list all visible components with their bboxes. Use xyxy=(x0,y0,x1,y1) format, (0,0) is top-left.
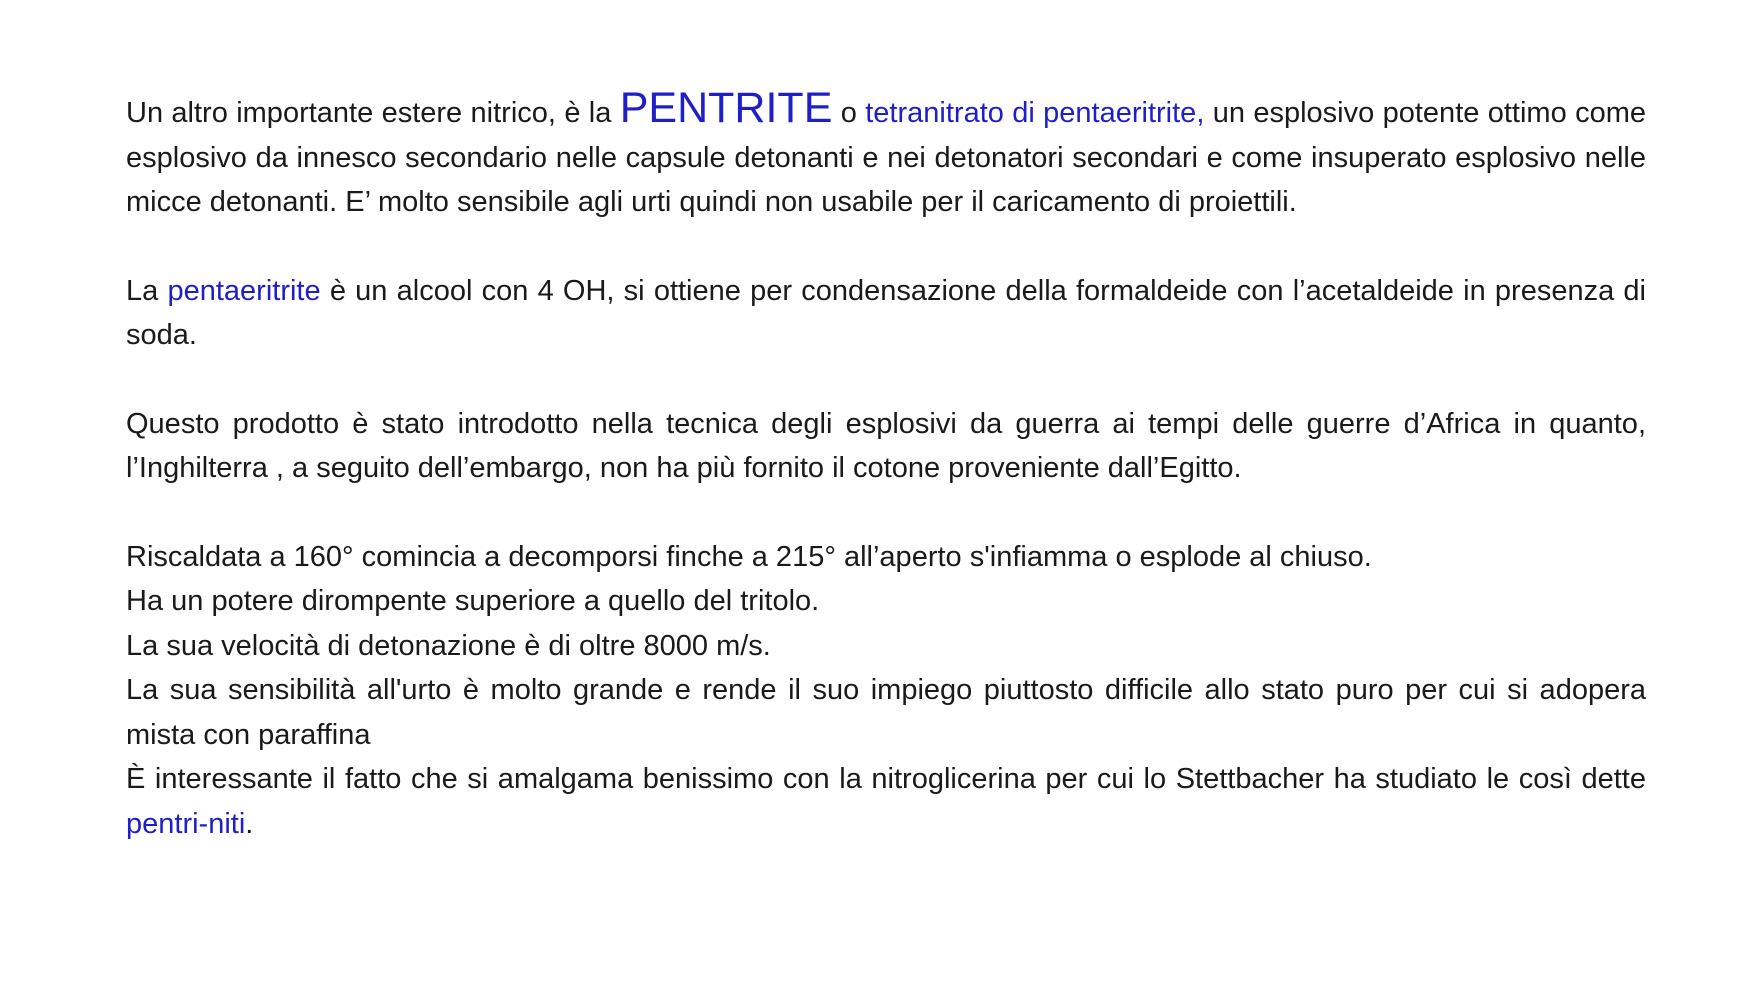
p4-line5-text-1: È interessante il fatto che si amalgama benissimo con la nitroglicerina per cui lo Stettbacher ha studiato le così dette xyxy=(126,763,1646,795)
property-line-velocity: La sua velocità di detonazione è di oltre 8000 m/s. xyxy=(126,629,771,662)
p1-text-2: o xyxy=(832,97,866,129)
term-pentri-niti: pentri-niti xyxy=(126,807,246,840)
term-pentrite: PENTRITE xyxy=(619,84,833,132)
paragraph-history xyxy=(126,402,1646,491)
property-line-decomposition: Riscaldata a 160° comincia a decomporsi finche a 215° all’aperto s'infiamma o esplode al chiuso. xyxy=(126,540,1372,573)
property-line-power: Ha un potere dirompente superiore a quello del tritolo. xyxy=(126,585,820,617)
slide-body xyxy=(126,86,1646,846)
p1-text-1: Un altro importante estere nitrico, è la xyxy=(126,97,620,129)
term-pentaeritrite: pentaeritrite xyxy=(167,274,321,307)
term-tetranitrato: tetranitrato di pentaeritrite, xyxy=(865,97,1205,129)
paragraph-pentaeritrite xyxy=(126,269,1646,358)
p1-text-3: un esplosivo potente ottimo come esplosivo da innesco secondario nelle capsule detonanti e nei detonatori secondari e come insuperato esplosivo nelle micce detonanti. E’ molto sensibile agli urti quindi non usabile per il caricamento di proiettili. xyxy=(126,97,1646,218)
property-line-pentriniti xyxy=(126,757,1646,846)
paragraph-pentrite-intro xyxy=(126,86,1646,225)
paragraph-properties xyxy=(126,535,1646,847)
p3-text: Questo prodotto è stato introdotto nella tecnica degli esplosivi da guerra ai tempi delle guerre d’Africa in quanto, l’Inghilterra , a seguito dell’embargo, non ha più fornito il cotone proveniente dall’Egitto. xyxy=(126,407,1646,484)
property-line-sensitivity: La sua sensibilità all'urto è molto grande e rende il suo impiego piuttosto difficile allo stato puro per cui si adopera mista con paraffina xyxy=(126,674,1646,751)
p2-text-2: è un alcool con 4 OH, si ottiene per condensazione della formaldeide con l’acetaldeide in presenza di soda. xyxy=(126,274,1646,351)
p4-line5-text-2: . xyxy=(245,807,254,840)
p2-text-1: La xyxy=(126,274,168,307)
